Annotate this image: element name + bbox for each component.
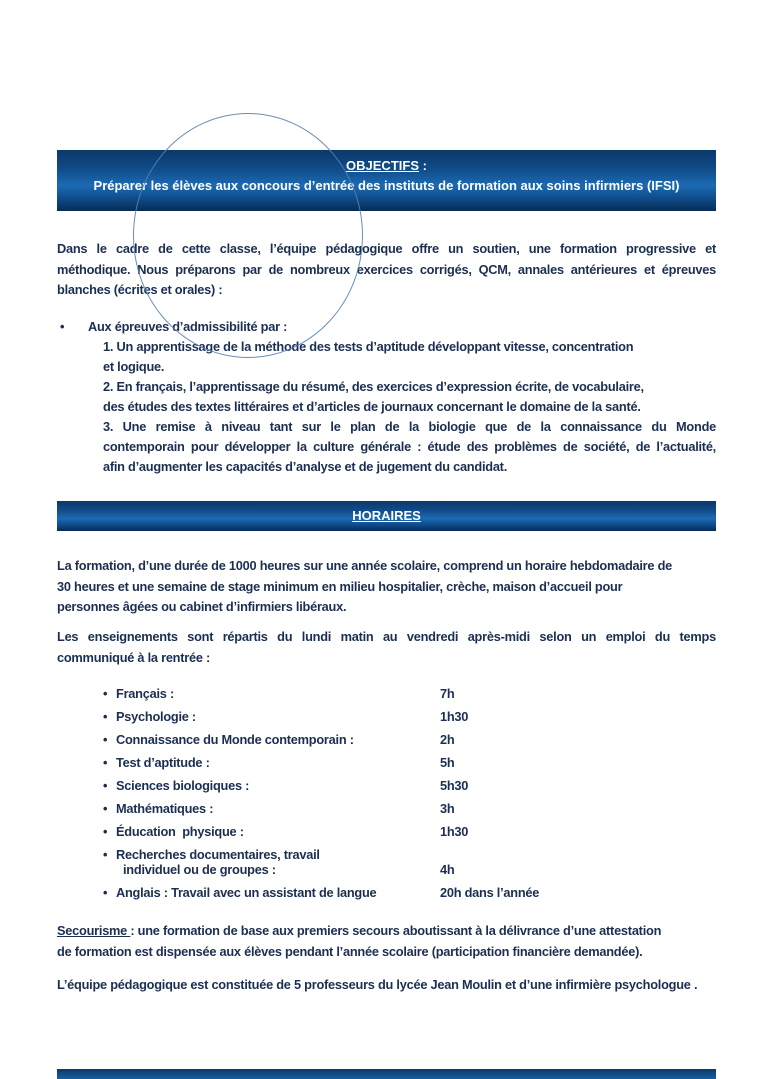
schedule-row: [103, 885, 716, 900]
bullet-icon: •: [60, 319, 65, 334]
enseignements-line: communiqué à la rentrée :: [57, 649, 211, 665]
schedule-row: [103, 732, 716, 747]
hours-value: 7h: [440, 686, 455, 701]
bullet-icon: •: [103, 885, 108, 900]
bullet-icon: •: [103, 778, 108, 793]
admissibility-section: [57, 317, 716, 477]
intro-line: méthodique. Nous préparons par de nombreux exercices corrigés, QCM, annales antérieures et épreuves: [57, 261, 716, 277]
intro-line: Dans le cadre de cette classe, l’équipe pédagogique offre un soutien, une formation progressive et: [57, 241, 716, 256]
bullet-icon: •: [103, 755, 108, 770]
formation-line: personnes âgées ou cabinet d’infirmiers libéraux.: [57, 599, 347, 614]
enseignements-line: Les enseignements sont répartis du lundi matin au vendredi après-midi selon un emploi du temps: [57, 629, 716, 644]
horaires-banner: [57, 501, 716, 531]
hours-value: 5h: [440, 755, 455, 770]
horaires-title: HORAIRES: [352, 508, 421, 523]
admissibility-point-2-line: 2. En français, l’apprentissage du résumé, des exercices d’expression écrite, de vocabulaire,: [103, 379, 644, 394]
admissibility-point-2-line: des études des textes littéraires et d’articles de journaux concernant le domaine de la santé.: [103, 399, 641, 414]
hours-value: 3h: [440, 801, 455, 816]
bullet-icon: •: [103, 686, 108, 701]
admissibility-point-3-line: afin d’augmenter les capacités d’analyse et de jugement du candidat.: [103, 459, 507, 474]
secourisme-label: Secourisme: [57, 923, 131, 938]
bullet-icon: •: [103, 732, 108, 747]
subject-label: Mathématiques :: [116, 801, 214, 816]
secourisme-text: : une formation de base aux premiers secours aboutissant à la délivrance d’une attestation: [130, 923, 662, 938]
admissibility-heading: Aux épreuves d’admissibilité par :: [88, 319, 288, 334]
bottom-banner-strip: [57, 1069, 716, 1079]
objectifs-title-suffix: :: [419, 158, 427, 173]
schedule-row: [103, 709, 716, 724]
hours-value: 4h: [440, 862, 455, 877]
bullet-icon: •: [103, 847, 108, 862]
schedule-row: [103, 755, 716, 770]
subject-label: Français :: [116, 686, 174, 701]
hours-value: 2h: [440, 732, 455, 747]
secourisme-paragraph: [57, 921, 716, 962]
formation-line: La formation, d’une durée de 1000 heures sur une année scolaire, comprend un horaire hebdomadaire de: [57, 558, 673, 573]
schedule-list: [103, 686, 716, 916]
hours-value: 20h dans l’année: [440, 885, 540, 900]
enseignements-paragraph: [57, 627, 716, 668]
intro-line: blanches (écrites et orales) :: [57, 282, 223, 297]
watermark-circle-logo: [133, 113, 363, 358]
hours-value: 5h30: [440, 778, 469, 793]
formation-line: 30 heures et une semaine de stage minimum en milieu hospitalier, crèche, maison d’accueil pour: [57, 578, 623, 594]
secourisme-line: de formation est dispensée aux élèves pendant l’année scolaire (participation financière demandée).: [57, 943, 643, 959]
team-paragraph: L’équipe pédagogique est constituée de 5 professeurs du lycée Jean Moulin et d’une infirmière psychologue .: [57, 977, 698, 992]
subject-label: Anglais : Travail avec un assistant de langue: [116, 885, 377, 900]
subject-label: Éducation physique :: [116, 824, 244, 839]
bullet-icon: •: [103, 824, 108, 839]
subject-label: Recherches documentaires, travail: [116, 847, 320, 862]
bullet-icon: •: [103, 801, 108, 816]
schedule-row: [103, 686, 716, 701]
subject-label: Sciences biologiques :: [116, 778, 250, 793]
subject-label: Connaissance du Monde contemporain :: [116, 732, 354, 747]
subject-label: Psychologie :: [116, 709, 196, 724]
hours-value: 1h30: [440, 824, 469, 839]
admissibility-point-1-line: et logique.: [103, 359, 165, 374]
admissibility-point-3-line: contemporain pour développer la culture générale : étude des problèmes de société, de l’actualité,: [103, 439, 716, 454]
schedule-row: [103, 801, 716, 816]
admissibility-heading-line: [57, 317, 716, 337]
hours-value: 1h30: [440, 709, 469, 724]
admissibility-point-3-line: 3. Une remise à niveau tant sur le plan de la biologie que de la connaissance du Monde: [103, 419, 716, 434]
objectifs-subtitle: Préparer les élèves aux concours d’entrée des instituts de formation aux soins infirmiers (IFSI): [93, 178, 680, 193]
schedule-row: [103, 824, 716, 839]
admissibility-point-1-line: 1. Un apprentissage de la méthode des tests d’aptitude développant vitesse, concentration: [103, 339, 634, 354]
secourisme-line: [57, 921, 716, 942]
bullet-icon: •: [103, 709, 108, 724]
formation-paragraph: [57, 556, 716, 618]
schedule-row: [103, 847, 716, 877]
subject-label: Test d’aptitude :: [116, 755, 210, 770]
subject-label-line2: individuel ou de groupes :: [123, 862, 276, 877]
schedule-row: [103, 778, 716, 793]
objectifs-title: OBJECTIFS: [346, 158, 419, 173]
